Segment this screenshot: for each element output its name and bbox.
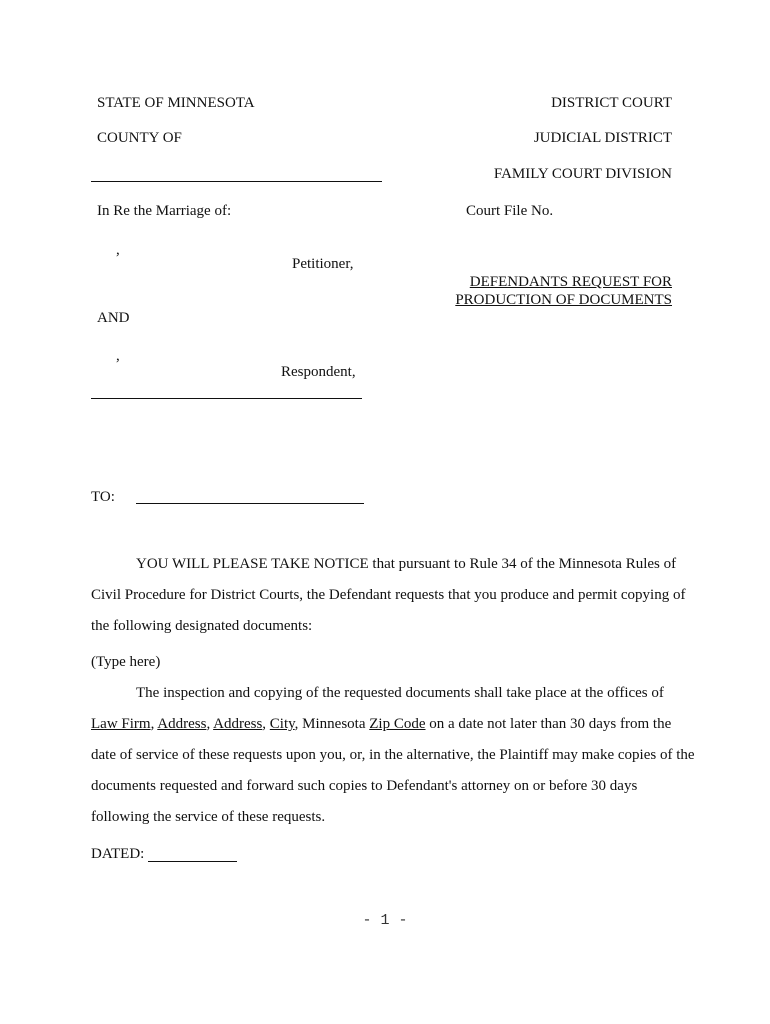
body-p1-line2: Civil Procedure for District Courts, the Defendant requests that you produce and permit copying of	[91, 587, 686, 603]
body-p1-line1: YOU WILL PLEASE TAKE NOTICE that pursuant to Rule 34 of the Minnesota Rules of	[136, 556, 677, 572]
caption-divider-top	[91, 181, 382, 182]
city-field[interactable]: City	[269, 716, 295, 732]
body-p2-line2-rest: on a date not later than 30 days from the	[429, 716, 672, 732]
division-label: FAMILY COURT DIVISION	[493, 166, 672, 182]
body-p2-line3: date of service of these requests upon you, or, in the alternative, the Plaintiff may make copies of the	[91, 747, 695, 763]
to-label: TO:	[91, 489, 115, 505]
court-label: DISTRICT COURT	[551, 95, 672, 111]
document-title-line2: PRODUCTION OF DOCUMENTS	[455, 292, 672, 308]
to-blank-line[interactable]	[136, 503, 364, 504]
in-re-label: In Re the Marriage of:	[97, 203, 232, 219]
body-p2-line5: following the service of these requests.	[91, 809, 326, 825]
zip-code-field[interactable]: Zip Code	[369, 716, 426, 732]
and-label: AND	[97, 310, 130, 326]
state-text: Minnesota	[302, 716, 366, 732]
respondent-label: Respondent,	[281, 364, 356, 380]
address-field-2[interactable]: Address	[213, 716, 263, 732]
caption-divider-bottom	[91, 398, 362, 399]
type-here-placeholder[interactable]: (Type here)	[91, 654, 161, 670]
court-file-label: Court File No.	[466, 203, 554, 219]
dated-blank-line[interactable]	[148, 861, 237, 862]
petitioner-name-comma: ,	[116, 242, 120, 258]
document-title-line1: DEFENDANTS REQUEST FOR	[469, 274, 672, 290]
body-p2-line2: Law Firm, Address, Address, City, Minnesota Zip Code on a date not later than 30 days from the	[91, 716, 672, 732]
body-p1-line3: the following designated documents:	[91, 618, 313, 634]
dated-label: DATED:	[91, 846, 145, 862]
county-label: COUNTY OF	[97, 130, 182, 146]
law-firm-field[interactable]: Law Firm	[91, 716, 151, 732]
body-p2-line4: documents requested and forward such copies to Defendant's attorney on or before 30 days	[91, 778, 638, 794]
address-field-1[interactable]: Address	[157, 716, 207, 732]
respondent-name-comma: ,	[116, 348, 120, 364]
page-number: - 1 -	[362, 912, 408, 929]
judicial-district-label: JUDICIAL DISTRICT	[533, 130, 672, 146]
body-p2-line1: The inspection and copying of the requested documents shall take place at the offices of	[136, 685, 664, 701]
petitioner-label: Petitioner,	[292, 256, 354, 272]
state-label: STATE OF MINNESOTA	[97, 95, 255, 111]
